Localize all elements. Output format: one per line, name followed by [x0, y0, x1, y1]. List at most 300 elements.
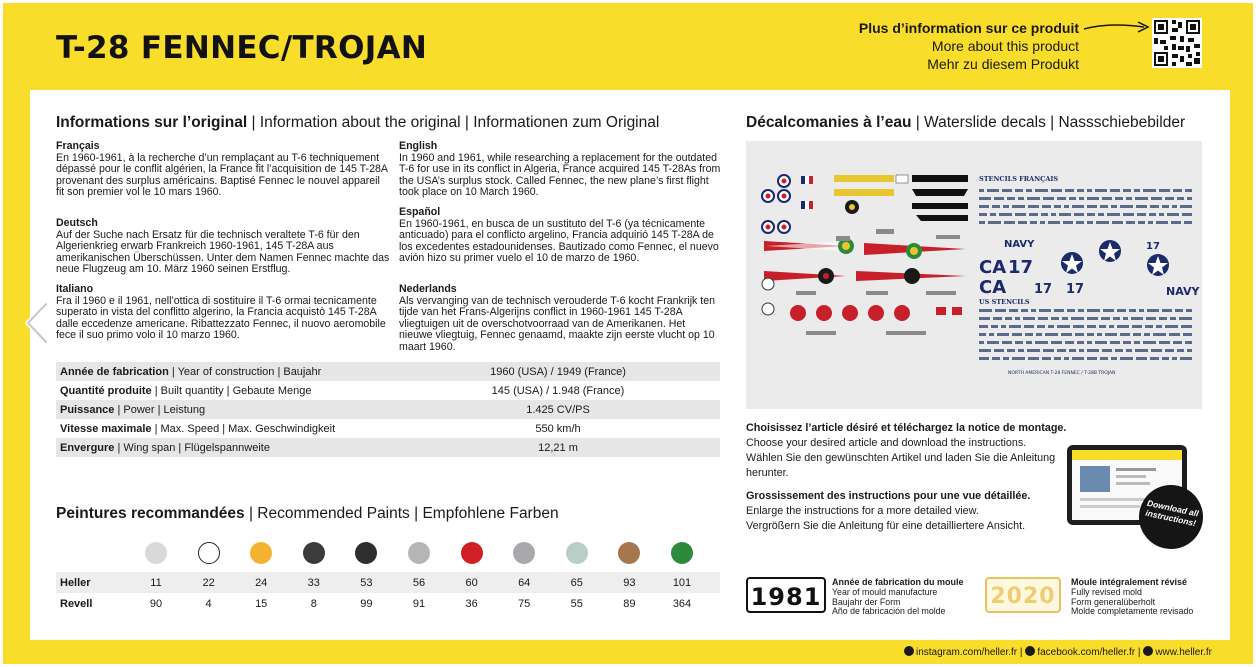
paint-swatch: [303, 542, 325, 564]
text-it: Italiano Fra il 1960 e il 1961, nell’ottica di sostituire il T-6 ormai tecnicamente superato in vista del conflitto algerino, la Francia acquistò 145 T-28A dalle eccedenze americane. Ribattezzato Fennec, il nuovo aeromobile fece il suo primo volo il 10 marzo 1960.: [56, 283, 386, 342]
spec-row: Vitesse maximale | Max. Speed | Max. Geschwindigkeit 550 km/h: [56, 419, 720, 438]
stencil-mark: [1024, 325, 1034, 328]
instagram-icon: [904, 646, 914, 656]
stencil-mark: [979, 317, 990, 320]
stencil-mark: [1009, 309, 1018, 312]
stencil-mark: [1057, 325, 1070, 328]
stencil-mark: [1117, 309, 1126, 312]
stencil-mark: [1148, 221, 1153, 224]
stencil-mark: [1087, 205, 1097, 208]
heller-code: 93: [623, 576, 636, 589]
stencil-mark: [1015, 189, 1023, 192]
stencil-mark: [1165, 349, 1174, 352]
stencil-mark: [979, 189, 984, 192]
stencil-mark: [997, 333, 1009, 336]
stencil-mark: [1100, 357, 1108, 360]
heller-code: 22: [202, 576, 215, 589]
stencil-mark: [1015, 213, 1026, 216]
paint-table: [56, 572, 720, 614]
stencil-mark: [1180, 205, 1192, 208]
stencil-mark: [979, 341, 984, 344]
stencil-mark: [979, 221, 985, 224]
stencil-mark: [1067, 309, 1075, 312]
stencil-mark: [1162, 357, 1169, 360]
spec-value: 1.425 CV/PS: [526, 403, 590, 416]
paints-heading: Peintures recommandées | Recommended Paints | Empfohlene Farben: [56, 505, 559, 522]
stencil-mark: [1061, 333, 1072, 336]
social-footer: instagram.com/heller.fr | facebook.com/heller.fr | www.heller.fr: [904, 646, 1212, 658]
stencil-mark: [1123, 213, 1134, 216]
spec-value: 12,21 m: [538, 441, 578, 454]
stencil-mark: [1123, 341, 1131, 344]
stencil-mark: [1115, 349, 1123, 352]
revell-label: Revell: [60, 597, 93, 610]
stencil-mark: [1069, 349, 1076, 352]
stencil-mark: [1165, 197, 1174, 200]
stencil-mark: [1159, 213, 1164, 216]
stencil-mark: [1077, 189, 1084, 192]
stencil-mark: [1105, 333, 1117, 336]
stencil-mark: [989, 333, 994, 336]
stencil-mark: [1041, 213, 1048, 216]
paint-swatch: [671, 542, 693, 564]
stencil-mark: [1030, 221, 1037, 224]
heller-code: 60: [465, 576, 478, 589]
stencil-mark: [1003, 205, 1009, 208]
stencil-mark: [1183, 333, 1192, 336]
stencil-mark: [1177, 197, 1184, 200]
stencil-mark: [1001, 325, 1006, 328]
stencil-mark: [995, 309, 1006, 312]
stencil-mark: [1072, 205, 1084, 208]
stencil-mark: [1063, 221, 1073, 224]
heller-code: 64: [518, 576, 531, 589]
stencil-mark: [1029, 213, 1038, 216]
stencil-mark: [1149, 213, 1156, 216]
ca-label-2: CA: [979, 277, 1007, 298]
stencil-mark: [1095, 341, 1107, 344]
spec-row: Puissance | Power | Leistung 1.425 CV/PS: [56, 400, 720, 419]
stencil-mark: [1110, 341, 1120, 344]
stencil-mark: [988, 221, 1001, 224]
stencil-mark: [1087, 197, 1099, 200]
stencils-us-label: US STENCILS: [979, 298, 1030, 306]
stencil-mark: [1036, 333, 1042, 336]
text-nl: Nederlands Als vervanging van de technisch verouderde T-6 kocht Frankrijk ten tijde van het Frans-Algerijns conflict in 1960-1961 145 T-28A vliegtuigen uit de overschotvoorraad van de Amerikanen. Het nieuwe vliegtuig, Fennec genaamd, maakte zijn eerste vlucht op 10 maart 1960.: [399, 283, 716, 353]
ca-label: CA: [979, 257, 1007, 278]
stencil-mark: [1087, 309, 1100, 312]
heller-row: [56, 572, 720, 593]
stencil-mark: [1087, 213, 1095, 216]
stencil-mark: [1087, 357, 1097, 360]
stencil-mark: [1057, 197, 1066, 200]
stencil-mark: [1172, 357, 1177, 360]
stencil-mark: [1097, 333, 1102, 336]
revised-year-badge: 2020: [985, 577, 1061, 613]
stencil-mark: [1173, 341, 1182, 344]
stencil-mark: [994, 197, 1004, 200]
heller-code: 65: [570, 576, 583, 589]
text-es: Español En 1960-1961, en busca de un sustituto del T-6 (ya técnicamente anticuado) para el conflicto argelino, Francia adquirió 145 T-28A de los excedentes estadounidenses. Bautizado como Fennec, el nuevo avión hizo su primer vuelo el 10 de marzo de 1960.: [399, 206, 719, 265]
stencil-mark: [1167, 213, 1179, 216]
spec-value: 550 km/h: [535, 422, 581, 435]
download-all-badge[interactable]: Download all instructions!: [1133, 479, 1209, 555]
spec-row: Année de fabrication | Year of construction | Baujahr 1960 (USA) / 1949 (France): [56, 362, 720, 381]
stencil-mark: [1077, 341, 1084, 344]
stencil-mark: [992, 357, 1000, 360]
spec-row: Envergure | Wing span | Flügelspannweite 12,21 m: [56, 438, 720, 457]
stencil-mark: [1071, 317, 1084, 320]
mould-year-badge: 1981: [746, 577, 826, 613]
revell-code: 90: [149, 597, 163, 610]
download-info: Choisissez l’article désiré et téléchargez la notice de montage. Choose your desired article and download the instructions. Wählen Sie den gewünschten Artikel und laden Sie die Anleitung herunter.: [746, 422, 1067, 479]
stencil-mark: [1184, 221, 1192, 224]
stencil-mark: [1079, 197, 1084, 200]
paint-swatch: [408, 542, 430, 564]
stencil-mark: [1147, 309, 1159, 312]
stencil-mark: [1109, 325, 1114, 328]
stencil-mark: [1018, 349, 1024, 352]
stencil-mark: [1076, 221, 1084, 224]
revell-code: 91: [412, 597, 426, 610]
stencil-mark: [1004, 221, 1015, 224]
stencil-mark: [1156, 221, 1168, 224]
stencil-mark: [1103, 309, 1114, 312]
stencil-mark: [1051, 317, 1059, 320]
stencil-mark: [1079, 349, 1084, 352]
stencil-mark: [1054, 309, 1064, 312]
stencil-mark: [1123, 317, 1128, 320]
stencil-mark: [1021, 309, 1028, 312]
stencil-mark: [991, 325, 998, 328]
stencil-mark: [1187, 197, 1192, 200]
stencil-mark: [1025, 333, 1033, 336]
stencil-mark: [1073, 325, 1084, 328]
stencil-mark: [1012, 205, 1025, 208]
paint-swatch: [198, 542, 220, 564]
stencil-mark: [1005, 317, 1012, 320]
instagram-link[interactable]: instagram.com/heller.fr: [915, 647, 1018, 658]
paint-swatch: [145, 542, 167, 564]
stencil-mark: [1039, 309, 1051, 312]
stencil-mark: [1098, 213, 1104, 216]
specs-table: [56, 362, 720, 457]
stencil-mark: [1026, 341, 1032, 344]
stencil-mark: [1153, 333, 1166, 336]
stencil-mark: [1003, 357, 1009, 360]
stencil-mark: [1054, 205, 1061, 208]
stencil-mark: [1035, 341, 1048, 344]
stencil-mark: [1040, 221, 1045, 224]
text-fr: Français En 1960-1961, à la recherche d’un remplaçant au T-6 techniquement dépassé pour le conflit algérien, la France fit l’acquisition de 145 T-28A provenant des surplus américains. Baptisé Fennec le nouvel appareil fit son premier vol le 10 mars 1960.: [56, 140, 388, 199]
heller-code: 101: [672, 576, 692, 589]
stencil-mark: [1035, 189, 1048, 192]
revell-code: 15: [255, 597, 268, 610]
stencil-mark: [1171, 221, 1181, 224]
heller-code: 56: [412, 576, 426, 589]
stencil-mark: [1169, 333, 1180, 336]
website-link[interactable]: www.heller.fr: [1155, 647, 1212, 658]
stencil-mark: [1126, 221, 1135, 224]
revell-code: 4: [205, 597, 212, 610]
stencil-mark: [1007, 197, 1015, 200]
stencil-mark: [1028, 205, 1039, 208]
spec-value: 1960 (USA) / 1949 (France): [490, 365, 626, 378]
stencil-mark: [1075, 333, 1084, 336]
stencil-mark: [1172, 205, 1177, 208]
stencil-mark: [1018, 197, 1024, 200]
stencil-mark: [1162, 205, 1169, 208]
more-info-link[interactable]: [859, 19, 1079, 73]
stencil-mark: [1009, 325, 1021, 328]
stencil-mark: [1126, 197, 1132, 200]
n17-big-label: 17: [1008, 257, 1034, 278]
stencil-mark: [1095, 189, 1107, 192]
revell-code: 364: [672, 597, 692, 610]
stencil-mark: [1113, 317, 1120, 320]
stencil-mark: [1012, 333, 1022, 336]
decal-sheet-graphic: [746, 141, 1202, 409]
stencil-mark: [1051, 213, 1056, 216]
revised-year-text: Moule intégralement révisé Fully revised mold Form generalüberholt Molde completamente revisado: [1071, 577, 1194, 617]
stencil-mark: [1087, 317, 1098, 320]
stencil-mark: [1132, 325, 1142, 328]
stencil-mark: [1065, 341, 1074, 344]
stencil-mark: [1179, 317, 1192, 320]
stencil-mark: [1180, 357, 1192, 360]
mould-year-text: Année de fabrication du moule Year of mould manufacture Baujahr der Form Año de fabricación del molde: [832, 577, 964, 617]
stencil-mark: [1042, 357, 1051, 360]
stencil-mark: [1139, 309, 1144, 312]
stencil-mark: [1101, 317, 1110, 320]
stencil-mark: [1099, 325, 1106, 328]
stencil-mark: [1120, 333, 1130, 336]
revell-code: 8: [310, 597, 317, 610]
stencil-mark: [1115, 197, 1123, 200]
more-info-de: Mehr zu diesem Produkt: [927, 56, 1079, 72]
stencil-mark: [1165, 325, 1178, 328]
stencil-mark: [1074, 213, 1084, 216]
spec-value: 145 (USA) / 1.948 (France): [491, 384, 625, 397]
stencil-mark: [1186, 309, 1192, 312]
more-info-fr: Plus d’information sur ce produit: [858, 20, 1079, 36]
stencil-mark: [1107, 213, 1120, 216]
stencil-mark: [1150, 205, 1159, 208]
stencil-mark: [994, 349, 1004, 352]
revell-code: 55: [570, 597, 583, 610]
stencil-mark: [1144, 333, 1150, 336]
stencil-mark: [1111, 357, 1117, 360]
stencil-mark: [1120, 357, 1133, 360]
stencil-mark: [1023, 317, 1035, 320]
stencil-mark: [1150, 357, 1159, 360]
stencil-mark: [1120, 205, 1133, 208]
stencil-mark: [1031, 309, 1036, 312]
stencil-mark: [1137, 213, 1146, 216]
stencils-fr-label: STENCILS FRANÇAIS: [979, 175, 1059, 183]
stencil-mark: [979, 309, 992, 312]
stencil-mark: [1096, 221, 1109, 224]
stencil-mark: [1162, 309, 1172, 312]
facebook-icon: [1025, 646, 1035, 656]
stencil-mark: [1135, 349, 1148, 352]
heller-code: 53: [360, 576, 373, 589]
stencil-mark: [1087, 189, 1092, 192]
stencil-mark: [1110, 189, 1120, 192]
arrow-right-icon: [1082, 20, 1150, 34]
paint-swatch: [566, 542, 588, 564]
stencil-mark: [1159, 317, 1167, 320]
stencil-mark: [1146, 317, 1156, 320]
stencil-mark: [1134, 189, 1140, 192]
stencil-mark: [1043, 349, 1054, 352]
stencil-mark: [1175, 309, 1183, 312]
stencil-mark: [1048, 325, 1054, 328]
stencil-mark: [1159, 341, 1170, 344]
stencil-mark: [1012, 357, 1025, 360]
stencil-mark: [1159, 189, 1170, 192]
stencil-mark: [1065, 189, 1074, 192]
stencil-mark: [990, 213, 996, 216]
decal-sheet-image: [746, 141, 1202, 409]
paint-swatch: [461, 542, 483, 564]
n17-label-2: 17: [1034, 282, 1053, 297]
stencil-mark: [1111, 205, 1117, 208]
stencil-mark: [1112, 221, 1123, 224]
stencil-mark: [1054, 357, 1061, 360]
stencil-mark: [1072, 357, 1084, 360]
facebook-link[interactable]: facebook.com/heller.fr: [1037, 647, 1136, 658]
stencil-mark: [1002, 341, 1012, 344]
stencil-mark: [1151, 197, 1162, 200]
revell-code: 75: [518, 597, 531, 610]
spec-row: Quantité produite | Built quantity | Gebaute Menge 145 (USA) / 1.948 (France): [56, 381, 720, 400]
stencil-mark: [1126, 349, 1132, 352]
stencil-mark: [1087, 333, 1094, 336]
stencil-mark: [1043, 197, 1054, 200]
decals-heading: Décalcomanies à l’eau | Waterslide decals | Nassschiebebilder: [746, 114, 1186, 131]
stencil-mark: [1087, 325, 1096, 328]
globe-icon: [1143, 646, 1153, 656]
stencil-mark: [1123, 189, 1131, 192]
navy-label-2: NAVY: [1166, 285, 1200, 298]
stencil-mark: [1038, 317, 1048, 320]
stencil-mark: [1051, 341, 1062, 344]
stencil-mark: [1131, 317, 1143, 320]
text-de: Deutsch Auf der Suche nach Ersatz für die technisch veraltete T-6 für den Algerienkrieg erwarb Frankreich 1960-1961, 145 T-28A aus amerikanischen Überschüssen. Unter dem Namen Fennec machte das neue Flugzeug am 10. März 1960 seinen Erstflug.: [56, 217, 390, 276]
stencil-mark: [1027, 197, 1040, 200]
stencil-mark: [1182, 213, 1192, 216]
stencil-mark: [979, 213, 987, 216]
stencil-mark: [1177, 349, 1184, 352]
revell-row: [56, 593, 720, 614]
stencil-mark: [1129, 309, 1136, 312]
n17-label-3: 17: [1066, 282, 1085, 297]
stencil-mark: [1170, 317, 1176, 320]
stencil-mark: [1007, 349, 1015, 352]
sheet-caption: NORTH AMERICAN T-28 FENNEC / T-28B TROJAN: [1008, 371, 1116, 376]
stencil-mark: [979, 357, 989, 360]
stencil-mark: [1135, 197, 1148, 200]
stencil-mark: [1143, 189, 1156, 192]
stencil-mark: [979, 205, 989, 208]
stencil-mark: [1048, 221, 1060, 224]
stencil-mark: [1018, 221, 1027, 224]
n17-label: 17: [1146, 241, 1160, 252]
stencil-mark: [993, 317, 1002, 320]
stencil-mark: [987, 189, 999, 192]
stencil-mark: [1064, 205, 1069, 208]
stencil-mark: [1138, 221, 1145, 224]
stencil-mark: [1042, 205, 1051, 208]
stencil-mark: [1173, 189, 1182, 192]
stencil-mark: [1028, 357, 1039, 360]
stencil-mark: [1015, 341, 1023, 344]
stencil-mark: [1100, 205, 1108, 208]
stencil-mark: [979, 197, 991, 200]
enlarge-info: Grossissement des instructions pour une vue détaillée. Enlarge the instructions for a more detailed view. Vergrößern Sie die Anleitung für eine detailliertere Ansicht.: [746, 490, 1031, 532]
qr-code-icon[interactable]: [1152, 18, 1202, 68]
stencil-mark: [1002, 189, 1012, 192]
heller-label: Heller: [60, 576, 91, 589]
stencil-mark: [1087, 341, 1092, 344]
revell-code: 89: [623, 597, 636, 610]
stencil-mark: [992, 205, 1000, 208]
stencil-mark: [1037, 325, 1045, 328]
stencil-mark: [1185, 341, 1192, 344]
revell-code: 36: [465, 597, 478, 610]
stencil-mark: [1059, 213, 1071, 216]
stencil-mark: [1064, 357, 1069, 360]
original-info-heading: Informations sur l’original | Information about the original | Informationen zum Original: [56, 114, 660, 131]
stencil-mark: [1136, 205, 1147, 208]
stencil-mark: [1151, 349, 1162, 352]
stencil-mark: [1143, 341, 1156, 344]
heller-code: 11: [150, 576, 162, 589]
stencil-mark: [1187, 349, 1192, 352]
stencil-mark: [999, 213, 1012, 216]
stencil-mark: [979, 325, 988, 328]
navy-label: NAVY: [1004, 239, 1035, 250]
heller-code: 24: [255, 576, 268, 589]
stencil-mark: [1136, 357, 1147, 360]
stencil-mark: [1117, 325, 1129, 328]
stencil-mark: [1181, 325, 1192, 328]
more-info-en: More about this product: [931, 38, 1079, 54]
text-en: English In 1960 and 1961, while researching a replacement for the outdated T-6 for use in its conflict in Algeria, France acquired 145 T-28As from the USA’s surplus stock. Called Fennec, the new plane’s first flight took place on 10 March 1960.: [399, 140, 721, 199]
stencil-mark: [979, 333, 986, 336]
stencil-mark: [1156, 325, 1162, 328]
stencil-mark: [1026, 189, 1032, 192]
stencil-mark: [1015, 317, 1020, 320]
stencil-mark: [1057, 349, 1066, 352]
stencil-mark: [1062, 317, 1068, 320]
stencil-mark: [987, 341, 999, 344]
stencil-mark: [1102, 349, 1112, 352]
stencil-mark: [1185, 189, 1192, 192]
stencil-mark: [1145, 325, 1153, 328]
stencil-mark: [1133, 333, 1141, 336]
stencil-mark: [1045, 333, 1058, 336]
stencil-mark: [1087, 221, 1093, 224]
heller-code: 33: [307, 576, 320, 589]
stencil-mark: [979, 349, 991, 352]
stencil-mark: [1027, 349, 1040, 352]
stencil-mark: [1102, 197, 1112, 200]
chevron-left-icon[interactable]: [22, 300, 52, 346]
page-title: T-28 FENNEC/TROJAN: [56, 30, 428, 66]
stencil-mark: [1051, 189, 1062, 192]
